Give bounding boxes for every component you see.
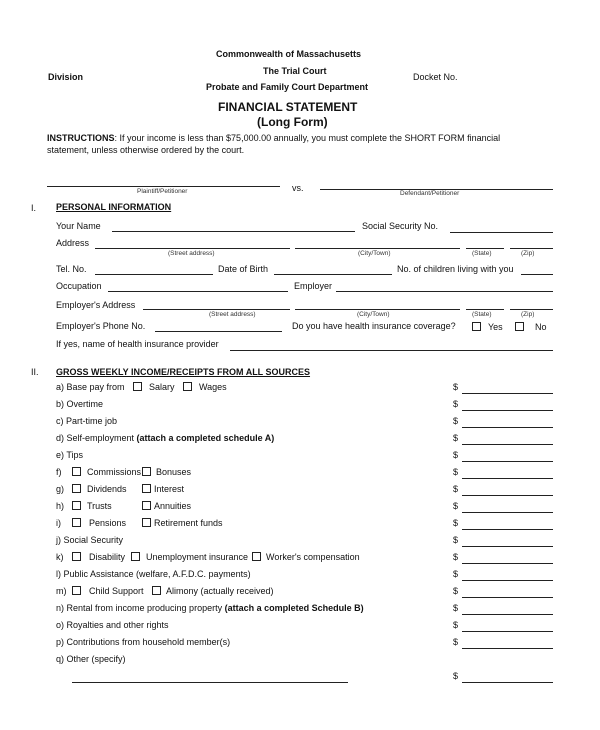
dollar-sign-c: $ <box>453 416 459 426</box>
amount-field-h[interactable] <box>462 512 553 513</box>
unemployment-label: Unemployment insurance <box>146 552 249 562</box>
zip-caption: (Zip) <box>521 250 535 257</box>
form-title: FINANCIAL STATEMENT <box>218 100 358 114</box>
child-support-label: Child Support <box>89 586 144 596</box>
wages-label: Wages <box>199 382 227 392</box>
amount-field-j[interactable] <box>462 546 553 547</box>
income-j-label: j) Social Security <box>56 535 124 545</box>
children-field[interactable] <box>521 274 553 275</box>
health-yes-checkbox[interactable] <box>472 322 481 331</box>
health-no-checkbox[interactable] <box>515 322 524 331</box>
ssn-label: Social Security No. <box>362 221 439 231</box>
form-subtitle: (Long Form) <box>257 115 328 129</box>
income-m-label: m) <box>56 586 67 596</box>
dollar-sign-m: $ <box>453 586 459 596</box>
employer-address-label: Employer's Address <box>56 300 136 310</box>
amount-field-b[interactable] <box>462 410 553 411</box>
address-label: Address <box>56 238 90 248</box>
income-h-label: h) <box>56 501 65 511</box>
child-support-checkbox[interactable] <box>72 586 81 595</box>
interest-checkbox[interactable] <box>142 484 151 493</box>
address-state-field[interactable] <box>466 248 504 249</box>
dollar-sign-l: $ <box>453 569 459 579</box>
amount-field-e[interactable] <box>462 461 553 462</box>
dollar-sign-f: $ <box>453 467 459 477</box>
dollar-sign-i: $ <box>453 518 459 528</box>
commissions-label: Commissions <box>87 467 142 477</box>
amount-field-k[interactable] <box>462 563 553 564</box>
section-2-number: II. <box>31 367 39 377</box>
employer-label: Employer <box>294 281 333 291</box>
amount-field-n[interactable] <box>462 614 553 615</box>
income-d-note: (attach a completed schedule A) <box>136 433 275 443</box>
provider-label: If yes, name of health insurance provider <box>56 339 219 349</box>
unemployment-checkbox[interactable] <box>131 552 140 561</box>
dob-field[interactable] <box>274 274 392 275</box>
commissions-checkbox[interactable] <box>72 467 81 476</box>
employer-address-state-field[interactable] <box>466 309 504 310</box>
retirement-funds-checkbox[interactable] <box>142 518 151 527</box>
court-line-3: Probate and Family Court Department <box>206 82 369 92</box>
annuities-label: Annuities <box>154 501 192 511</box>
disability-checkbox[interactable] <box>72 552 81 561</box>
your-name-field[interactable] <box>112 231 355 232</box>
dollar-sign-k: $ <box>453 552 459 562</box>
address-city-field[interactable] <box>295 248 460 249</box>
amount-field-i[interactable] <box>462 529 553 530</box>
employer-phone-label: Employer's Phone No. <box>56 321 146 331</box>
street-caption: (Street address) <box>168 250 215 257</box>
income-n-label <box>56 604 364 613</box>
dollar-sign-h: $ <box>453 501 459 511</box>
dollar-sign-b: $ <box>453 399 459 409</box>
disability-label: Disability <box>89 552 126 562</box>
dollar-sign-q: $ <box>453 671 459 681</box>
division-label: Division <box>48 72 84 82</box>
amount-field-f[interactable] <box>462 478 553 479</box>
employer-address-city-field[interactable] <box>295 309 460 310</box>
income-p-label: p) Contributions from household member(s) <box>56 637 231 647</box>
amount-field-q[interactable] <box>462 682 553 683</box>
interest-label: Interest <box>154 484 185 494</box>
emp-street-caption: (Street address) <box>209 311 256 318</box>
income-b-label: b) Overtime <box>56 399 104 409</box>
employer-address-street-field[interactable] <box>143 309 290 310</box>
workers-comp-checkbox[interactable] <box>252 552 261 561</box>
income-o-label: o) Royalties and other rights <box>56 620 169 630</box>
dollar-sign-o: $ <box>453 620 459 630</box>
retirement-funds-label: Retirement funds <box>154 518 223 528</box>
emp-city-caption: (City/Town) <box>357 311 390 318</box>
vs-label: vs. <box>292 183 304 193</box>
instructions-line-1 <box>47 134 500 143</box>
section-1-number: I. <box>31 203 37 213</box>
employer-address-zip-field[interactable] <box>510 309 553 310</box>
occupation-field[interactable] <box>108 291 288 292</box>
employer-field[interactable] <box>336 291 553 292</box>
your-name-label: Your Name <box>56 221 101 231</box>
dollar-sign-g: $ <box>453 484 459 494</box>
emp-state-caption: (State) <box>472 311 492 318</box>
bonuses-checkbox[interactable] <box>142 467 151 476</box>
income-a-label: a) Base pay from <box>56 382 125 392</box>
salary-checkbox[interactable] <box>133 382 142 391</box>
tel-label: Tel. No. <box>56 264 87 274</box>
emp-zip-caption: (Zip) <box>521 311 535 318</box>
trusts-checkbox[interactable] <box>72 501 81 510</box>
court-line-2: The Trial Court <box>263 66 327 76</box>
dollar-sign-d: $ <box>453 433 459 443</box>
city-caption: (City/Town) <box>358 250 391 257</box>
dollar-sign-n: $ <box>453 603 459 613</box>
income-e-label: e) Tips <box>56 450 84 460</box>
bonuses-label: Bonuses <box>156 467 192 477</box>
income-n-note: (attach a completed Schedule B) <box>224 603 364 613</box>
dividends-label: Dividends <box>87 484 127 494</box>
address-street-field[interactable] <box>95 248 290 249</box>
amount-field-a[interactable] <box>462 393 553 394</box>
ssn-field[interactable] <box>450 232 553 233</box>
health-yes-label: Yes <box>488 322 503 332</box>
plaintiff-label: Plaintiff/Petitioner <box>137 188 188 195</box>
workers-comp-label: Worker's compensation <box>266 552 360 562</box>
children-label: No. of children living with you <box>397 264 514 274</box>
income-n-text: n) Rental from income producing property <box>56 603 223 613</box>
wages-checkbox[interactable] <box>183 382 192 391</box>
amount-field-o[interactable] <box>462 631 553 632</box>
income-f-label: f) <box>56 467 62 477</box>
amount-field-g[interactable] <box>462 495 553 496</box>
section-2-heading: GROSS WEEKLY INCOME/RECEIPTS FROM ALL SOURCES <box>56 367 311 377</box>
state-caption: (State) <box>472 250 492 257</box>
alimony-label: Alimony (actually received) <box>166 586 274 596</box>
income-d-text: d) Self-employment <box>56 433 135 443</box>
instructions-label: INSTRUCTIONS <box>47 133 115 143</box>
income-d-label <box>56 434 274 443</box>
occupation-label: Occupation <box>56 281 102 291</box>
provider-field[interactable] <box>230 350 553 351</box>
other-specify-field[interactable] <box>72 682 348 683</box>
amount-field-c[interactable] <box>462 427 553 428</box>
dollar-sign-a: $ <box>453 382 459 392</box>
amount-field-d[interactable] <box>462 444 553 445</box>
dividends-checkbox[interactable] <box>72 484 81 493</box>
amount-field-l[interactable] <box>462 580 553 581</box>
income-g-label: g) <box>56 484 65 494</box>
trusts-label: Trusts <box>87 501 112 511</box>
dob-label: Date of Birth <box>218 264 269 274</box>
employer-phone-field[interactable] <box>155 331 282 332</box>
income-l-label: l) Public Assistance (welfare, A.F.D.C. payments) <box>56 569 251 579</box>
amount-field-m[interactable] <box>462 597 553 598</box>
income-i-label: i) <box>56 518 61 528</box>
instructions-text-2: statement, unless otherwise ordered by the court. <box>47 145 245 155</box>
address-zip-field[interactable] <box>510 248 553 249</box>
income-k-label: k) <box>56 552 64 562</box>
dollar-sign-j: $ <box>453 535 459 545</box>
tel-field[interactable] <box>95 274 213 275</box>
health-no-label: No <box>535 322 547 332</box>
dollar-sign-p: $ <box>453 637 459 647</box>
health-question: Do you have health insurance coverage? <box>292 321 456 331</box>
income-q-label: q) Other (specify) <box>56 654 126 664</box>
pensions-checkbox[interactable] <box>72 518 81 527</box>
salary-label: Salary <box>149 382 175 392</box>
amount-field-p[interactable] <box>462 648 553 649</box>
plaintiff-line[interactable] <box>47 186 280 187</box>
section-1-heading: PERSONAL INFORMATION <box>56 202 172 212</box>
annuities-checkbox[interactable] <box>142 501 151 510</box>
alimony-checkbox[interactable] <box>152 586 161 595</box>
dollar-sign-e: $ <box>453 450 459 460</box>
defendant-label: Defendant/Petitioner <box>400 190 460 197</box>
docket-label: Docket No. <box>413 72 458 82</box>
instructions-text-1: : If your income is less than $75,000.00 annually, you must complete the SHORT FORM financial <box>114 133 501 143</box>
court-line-1: Commonwealth of Massachusetts <box>216 49 362 59</box>
pensions-label: Pensions <box>89 518 127 528</box>
income-c-label: c) Part-time job <box>56 416 118 426</box>
